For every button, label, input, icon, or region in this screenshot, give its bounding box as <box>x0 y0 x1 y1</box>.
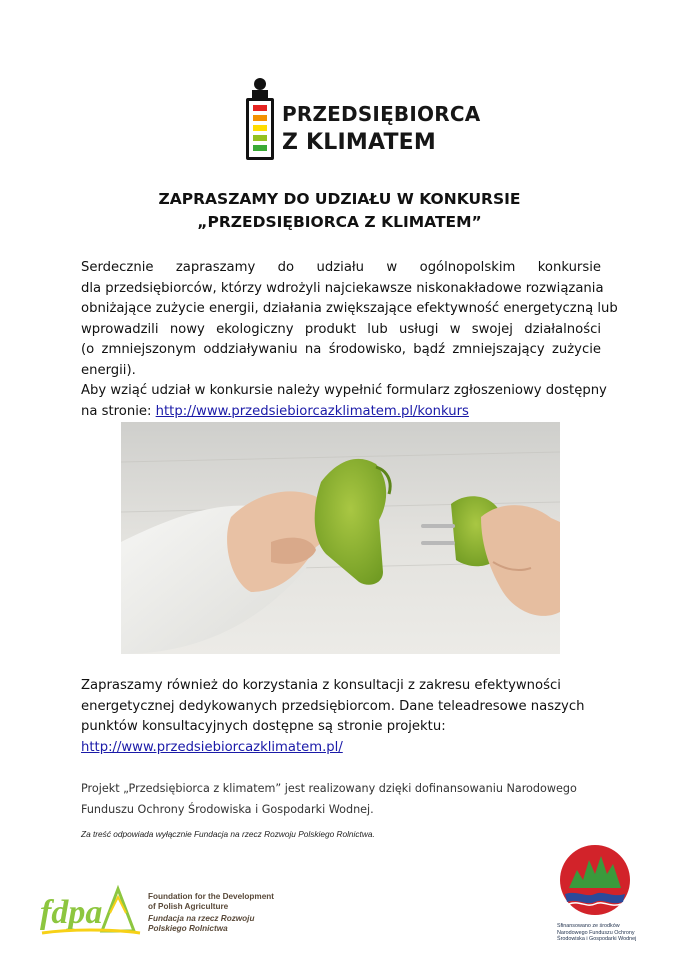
fdpa-pl-line2: Polskiego Rolnictwa <box>148 924 228 933</box>
eco-plug-photo <box>121 422 560 654</box>
consult-line: Zapraszamy również do korzystania z konsultacji z zakresu efektywności <box>81 678 561 693</box>
intro-line: energii). <box>81 362 136 378</box>
funding-line: Projekt „Przedsiębiorca z klimatem” jest realizowany dzięki dofinansowaniu Narodowego <box>81 782 577 795</box>
fdpa-logo <box>40 883 280 941</box>
nfosigw-logo <box>557 840 637 952</box>
contest-link[interactable]: http://www.przedsiebiorcazklimatem.pl/konkurs <box>155 403 469 419</box>
funding-note <box>81 778 577 820</box>
disclaimer: Za treść odpowiada wyłącznie Fundacja na rzecz Rozwoju Polskiego Rolnictwa. <box>81 829 375 839</box>
project-link[interactable]: http://www.przedsiebiorcazklimatem.pl/ <box>81 739 343 755</box>
fdpa-en-line1: Foundation for the Development <box>148 892 274 901</box>
funding-line: Funduszu Ochrony Środowiska i Gospodarki Wodnej. <box>81 803 374 816</box>
przedsiebiorca-logo <box>246 78 481 162</box>
intro-line: wprowadzili nowy ekologiczny produkt lub usługi w swojej działalności <box>81 321 601 337</box>
battery-icon <box>246 78 274 162</box>
participation-line: Aby wziąć udział w konkursie należy wypełnić formularz zgłoszeniowy dostępny <box>81 383 607 398</box>
nfosigw-emblem-icon <box>557 840 633 922</box>
logo-text-line1: PRZEDSIĘBIORCA <box>282 102 481 126</box>
consultation-paragraph <box>81 676 601 758</box>
intro-line: (o zmniejszonym oddziaływaniu na środowisko, bądź zmniejszający zużycie <box>81 342 601 357</box>
fdpa-tree-icon <box>40 883 150 941</box>
consult-line: energetycznej dedykowanych przedsiębiorcom. Dane teleadresowe naszych <box>81 698 585 714</box>
intro-paragraph <box>81 258 618 422</box>
intro-line: obniżające zużycie energii, działania zwiększające efektywność energetyczną lub <box>81 301 618 316</box>
page-title: ZAPRASZAMY DO UDZIAŁU W KONKURSIE <box>158 190 521 208</box>
fdpa-mark-text: fdpa <box>40 894 103 931</box>
participation-link-line <box>81 402 601 423</box>
link-prefix: na stronie: <box>81 403 152 419</box>
page-subtitle: „PRZEDSIĘBIORCA Z KLIMATEM” <box>197 213 482 231</box>
intro-line: Serdecznie zapraszamy do udziału w ogólnopolskim konkursie <box>81 260 601 275</box>
logo-text-line2: Z KLIMATEM <box>282 130 437 155</box>
fdpa-en-line2: of Polish Agriculture <box>148 902 229 911</box>
intro-line: dla przedsiębiorców, którzy wdrożyli najciekawsze niskonakładowe rozwiązania <box>81 280 604 296</box>
fdpa-pl-line1: Fundacja na rzecz Rozwoju <box>148 914 255 923</box>
consult-line: punktów konsultacyjnych dostępne są stronie projektu: <box>81 719 446 734</box>
nfosigw-caption: Sfinansowano ze środków Narodowego Funduszu Ochrony Środowiska i Gospodarki Wodnej <box>557 923 637 943</box>
